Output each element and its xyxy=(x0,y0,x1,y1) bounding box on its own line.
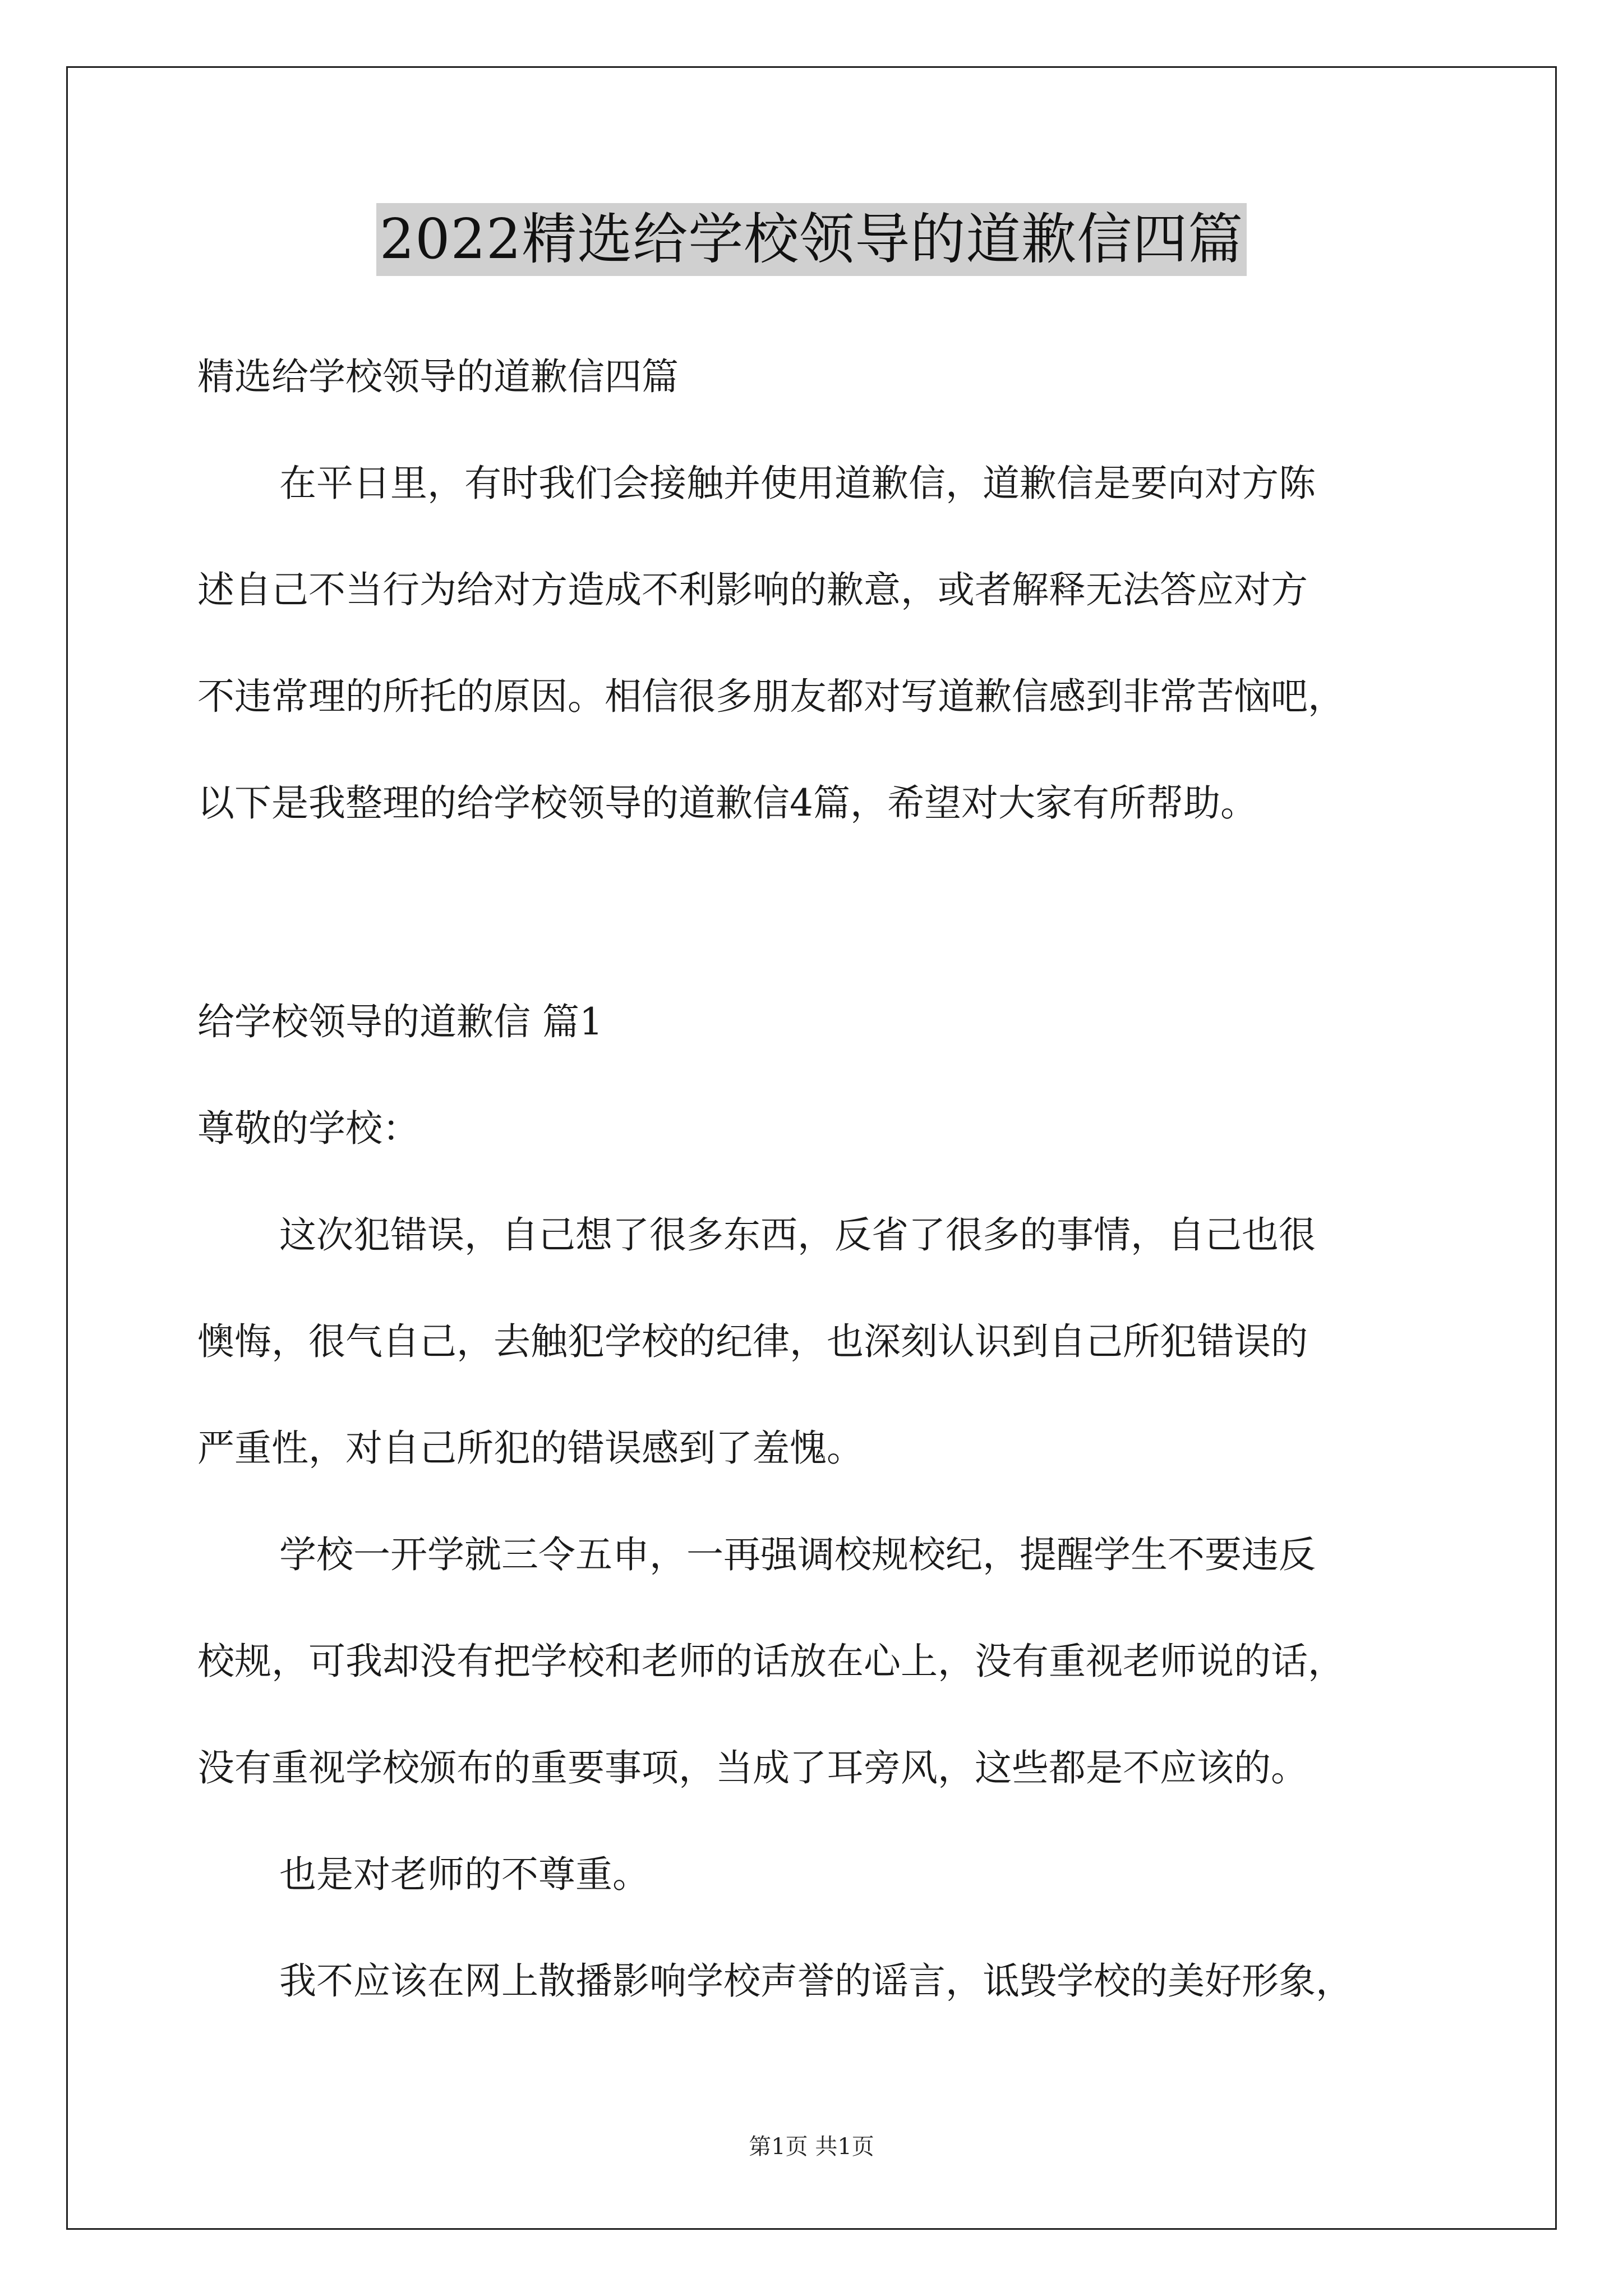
body-line: 校规，可我却没有把学校和老师的话放在心上，没有重视老师说的话， xyxy=(197,1640,1345,1683)
body-line: 这次犯错误，自己想了很多东西，反省了很多的事情，自己也很 xyxy=(279,1213,1316,1257)
body-line: 懊悔，很气自己，去触犯学校的纪律，也深刻认识到自己所犯错误的 xyxy=(197,1320,1308,1363)
intro-line: 以下是我整理的给学校领导的道歉信4篇，希望对大家有所帮助。 xyxy=(197,781,1257,825)
body-line: 学校一开学就三令五申，一再强调校规校纪，提醒学生不要违反 xyxy=(279,1533,1316,1576)
body-line: 我不应该在网上散播影响学校声誉的谣言，诋毁学校的美好形象， xyxy=(279,1959,1353,2003)
page-number-footer: 第1页 共1页 xyxy=(749,2134,874,2160)
section-heading: 给学校领导的道歉信 篇1 xyxy=(197,1000,603,1043)
intro-line: 述自己不当行为给对方造成不利影响的歉意，或者解释无法答应对方 xyxy=(197,568,1308,611)
body-line: 也是对老师的不尊重。 xyxy=(279,1853,649,1896)
body-line: 没有重视学校颁布的重要事项，当成了耳旁风，这些都是不应该的。 xyxy=(197,1746,1308,1789)
title-container xyxy=(0,203,1623,276)
document-title: 2022精选给学校领导的道歉信四篇 xyxy=(376,203,1247,276)
document-subtitle: 精选给学校领导的道歉信四篇 xyxy=(197,355,679,398)
salutation: 尊敬的学校： xyxy=(197,1107,419,1150)
intro-line: 不违常理的所托的原因。相信很多朋友都对写道歉信感到非常苦恼吧， xyxy=(197,675,1345,718)
body-line: 严重性，对自己所犯的错误感到了羞愧。 xyxy=(197,1427,864,1470)
intro-line: 在平日里，有时我们会接触并使用道歉信，道歉信是要向对方陈 xyxy=(279,462,1316,505)
